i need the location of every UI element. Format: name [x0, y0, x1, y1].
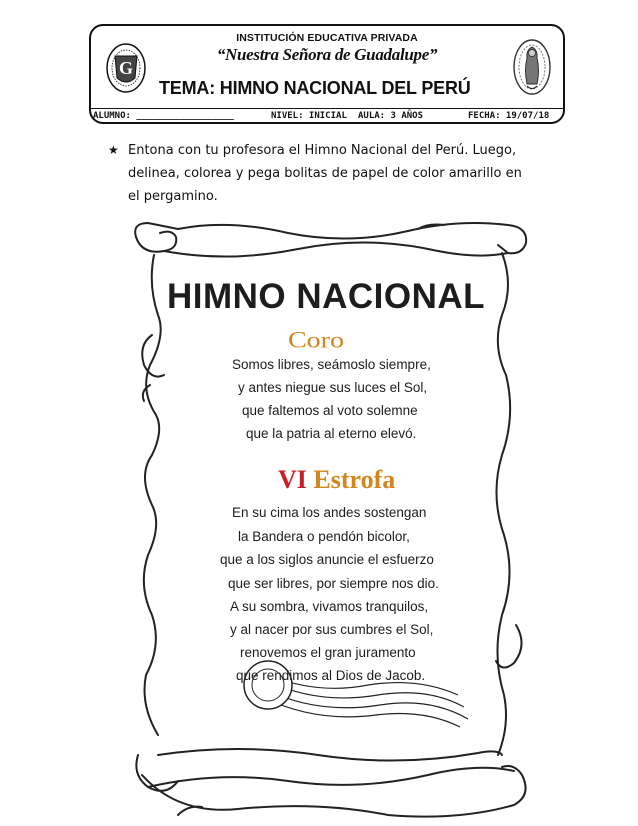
star-icon: ★	[108, 143, 119, 157]
anthem-title: HIMNO NACIONAL	[166, 277, 486, 316]
header-divider	[91, 108, 563, 109]
logo-letter: G	[118, 58, 134, 78]
verse-line-8: que rendimos al Dios de Jacob.	[236, 668, 426, 683]
level-label: NIVEL: INICIAL	[271, 111, 347, 121]
student-name-field[interactable]: ALUMNO: __________________	[93, 111, 234, 121]
topic-title: TEMA: HIMNO NACIONAL DEL PERÚ	[159, 78, 471, 98]
verse-line-2: la Bandera o pendón bicolor,	[238, 529, 410, 544]
chorus-heading: Coro	[288, 328, 344, 354]
verse-line-1: En su cima los andes sostengan	[232, 505, 427, 520]
instruction-text: Entona con tu profesora el Himno Nacional del Perú. Luego, delinea, colorea y pega bolitas de papel de color amarillo en el pergamino.	[128, 143, 522, 204]
institution-name: INSTITUCIÓN EDUCATIVA PRIVADA	[236, 32, 418, 44]
verse-line-7: renovemos el gran juramento	[240, 645, 416, 660]
date-label: FECHA: 19/07/18	[468, 111, 550, 121]
parchment-scroll	[118, 215, 534, 823]
virgin-guadalupe-image	[511, 38, 553, 90]
header-box	[89, 24, 565, 124]
verse-line-4: que ser libres, por siempre nos dio.	[228, 576, 439, 591]
chorus-line-1: Somos libres, seámoslo siempre,	[232, 357, 431, 372]
chorus-line-2: y antes niegue sus luces el Sol,	[238, 380, 428, 395]
verse-heading	[278, 465, 395, 495]
verse-line-6: y al nacer por sus cumbres el Sol,	[230, 622, 434, 637]
verse-line-5: A su sombra, vivamos tranquilos,	[230, 599, 429, 614]
verse-line-3: que a los siglos anuncie el esfuerzo	[220, 552, 434, 567]
verse-number: VI	[278, 465, 307, 494]
classroom-label: AULA: 3 AÑOS	[358, 111, 424, 121]
school-motto: “Nuestra Señora de Guadalupe”	[216, 45, 438, 64]
chorus-line-3: que faltemos al voto solemne	[242, 403, 418, 418]
verse-heading-text: Estrofa	[313, 465, 396, 494]
chorus-line-4: que la patria al eterno elevó.	[246, 426, 417, 441]
activity-instruction	[108, 139, 523, 208]
